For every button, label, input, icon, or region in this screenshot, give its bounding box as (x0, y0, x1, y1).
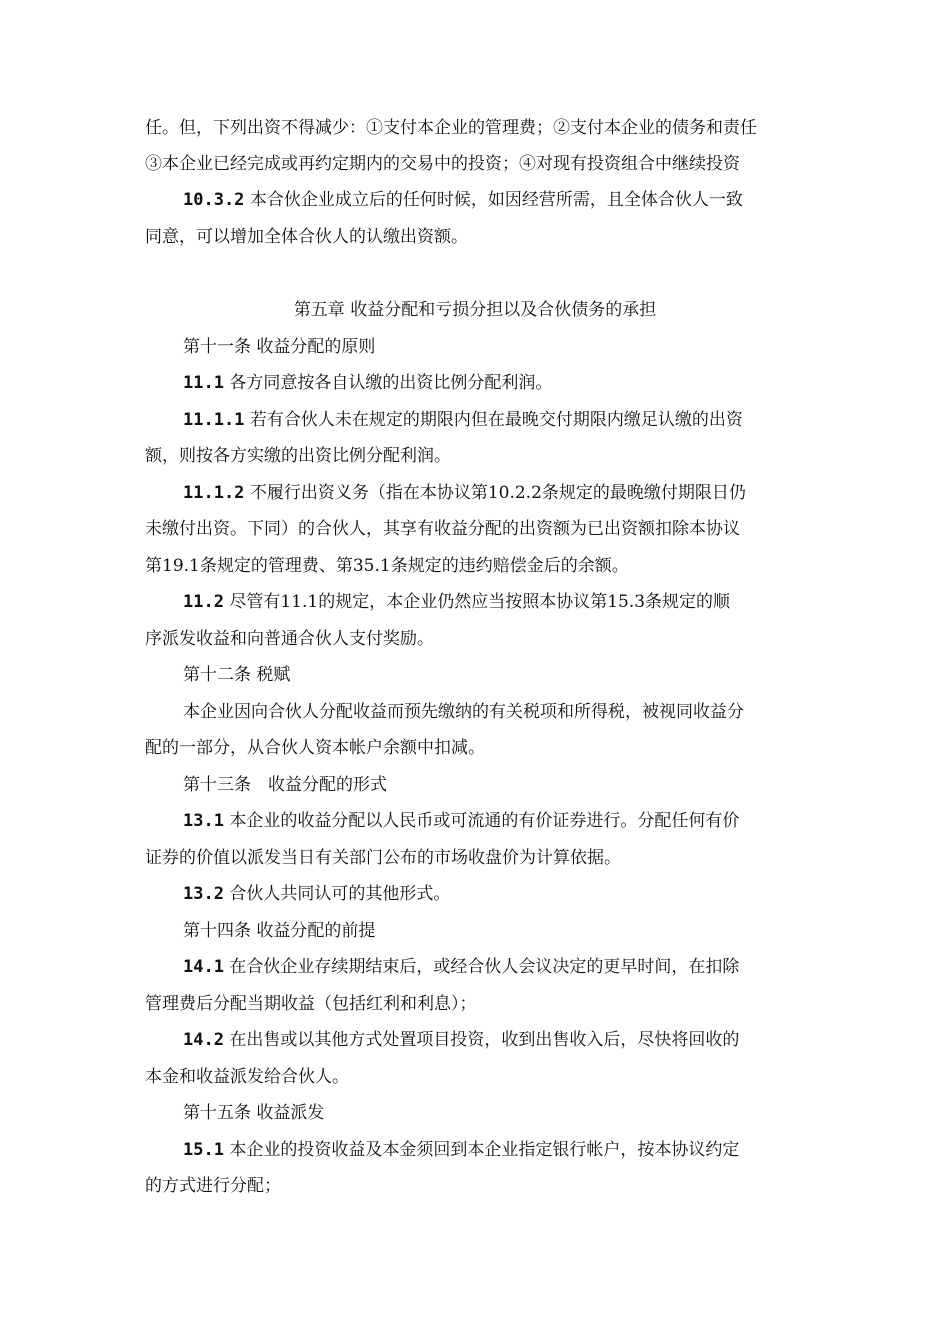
clause-number: 14.2 (183, 1030, 224, 1050)
line-text: 本企业因向合伙人分配收益而预先缴纳的有关税项和所得税，被视同收益分 (183, 702, 744, 722)
article-title: 第十二条 税赋 (183, 665, 291, 685)
clause-number: 13.1 (183, 811, 224, 831)
clause-line (183, 882, 805, 906)
line-text: 管理费后分配当期收益（包括红利和利息）； (145, 994, 477, 1014)
clause-number: 11.1.2 (183, 483, 245, 503)
clause-line (183, 481, 805, 505)
line-text: 同意，可以增加全体合伙人的认缴出资额。 (145, 227, 468, 247)
clause-line (183, 188, 805, 212)
clause-number: 14.1 (183, 957, 224, 977)
line-text: 证券的价值以派发当日有关部门公布的市场收盘价为计算依据。 (145, 848, 621, 868)
body-line (145, 846, 805, 870)
chapter-heading (145, 298, 805, 322)
line-text: 配的一部分，从合伙人资本帐户余额中扣减。 (145, 738, 485, 758)
clause-number: 13.2 (183, 884, 224, 904)
clause-line (183, 371, 805, 395)
clause-number: 15.1 (183, 1140, 224, 1160)
body-line (145, 517, 805, 541)
line-text: 不履行出资义务（指在本协议第10.2.2条规定的最晚缴付期限日仍 (244, 483, 746, 503)
body-line (145, 1065, 805, 1089)
body-line (145, 152, 805, 176)
article-heading (183, 1101, 805, 1125)
line-text: 额，则按各方实缴的出资比例分配利润。 (145, 446, 451, 466)
line-text: 在合伙企业存续期结束后，或经合伙人会议决定的更早时间，在扣除 (223, 957, 740, 977)
line-text: 的方式进行分配； (145, 1176, 281, 1196)
article-heading (183, 919, 805, 943)
article-title: 第十四条 收益分配的前提 (183, 921, 376, 941)
body-line (145, 444, 805, 468)
line-text: 若有合伙人未在规定的期限内但在最晚交付期限内缴足认缴的出资 (244, 410, 743, 430)
clause-line (183, 408, 805, 432)
article-heading (183, 335, 805, 359)
line-text: 任。但，下列出资不得减少：①支付本企业的管理费；②支付本企业的债务和责任 (145, 118, 757, 138)
line-text: 第19.1条规定的管理费、第35.1条规定的违约赔偿金后的余额。 (145, 556, 629, 576)
line-text: 在出售或以其他方式处置项目投资，收到出售收入后，尽快将回收的 (223, 1030, 740, 1050)
article-heading (183, 773, 805, 797)
body-line (145, 225, 805, 249)
line-text: 本金和收益派发给合伙人。 (145, 1067, 349, 1087)
article-title: 第十一条 收益分配的原则 (183, 337, 376, 357)
line-text: 本企业的收益分配以人民币或可流通的有价证券进行。分配任何有价 (223, 811, 740, 831)
line-text: 序派发收益和向普通合伙人支付奖励。 (145, 629, 434, 649)
body-line (145, 736, 805, 760)
body-line (183, 700, 805, 724)
line-text: ③本企业已经完成或再约定期内的交易中的投资；④对现有投资组合中继续投资 (145, 154, 740, 174)
line-text: 本合伙企业成立后的任何时候，如因经营所需，且全体合伙人一致 (244, 190, 743, 210)
body-line (145, 554, 805, 578)
clause-number: 10.3.2 (183, 190, 245, 210)
chapter-title: 第五章 收益分配和亏损分担以及合伙债务的承担 (293, 300, 657, 320)
article-title: 第十三条 收益分配的形式 (183, 775, 387, 795)
line-text: 本企业的投资收益及本金须回到本企业指定银行帐户，按本协议约定 (223, 1140, 740, 1160)
clause-line (183, 809, 805, 833)
line-text: 未缴付出资。下同）的合伙人，其享有收益分配的出资额为已出资额扣除本协议 (145, 519, 740, 539)
line-text: 合伙人共同认可的其他形式。 (223, 884, 451, 904)
article-heading (183, 663, 805, 687)
clause-line (183, 1138, 805, 1162)
line-text: 各方同意按各自认缴的出资比例分配利润。 (223, 373, 553, 393)
clause-number: 11.1.1 (183, 410, 245, 430)
clause-line (183, 590, 805, 614)
clause-line (183, 1028, 805, 1052)
body-line (145, 1174, 805, 1198)
body-line (145, 627, 805, 651)
body-line (145, 116, 805, 140)
body-line (145, 992, 805, 1016)
clause-line (183, 955, 805, 979)
clause-number: 11.1 (183, 373, 224, 393)
clause-number: 11.2 (183, 592, 224, 612)
article-title: 第十五条 收益派发 (183, 1103, 325, 1123)
line-text: 尽管有11.1的规定，本企业仍然应当按照本协议第15.3条规定的顺 (223, 592, 731, 612)
